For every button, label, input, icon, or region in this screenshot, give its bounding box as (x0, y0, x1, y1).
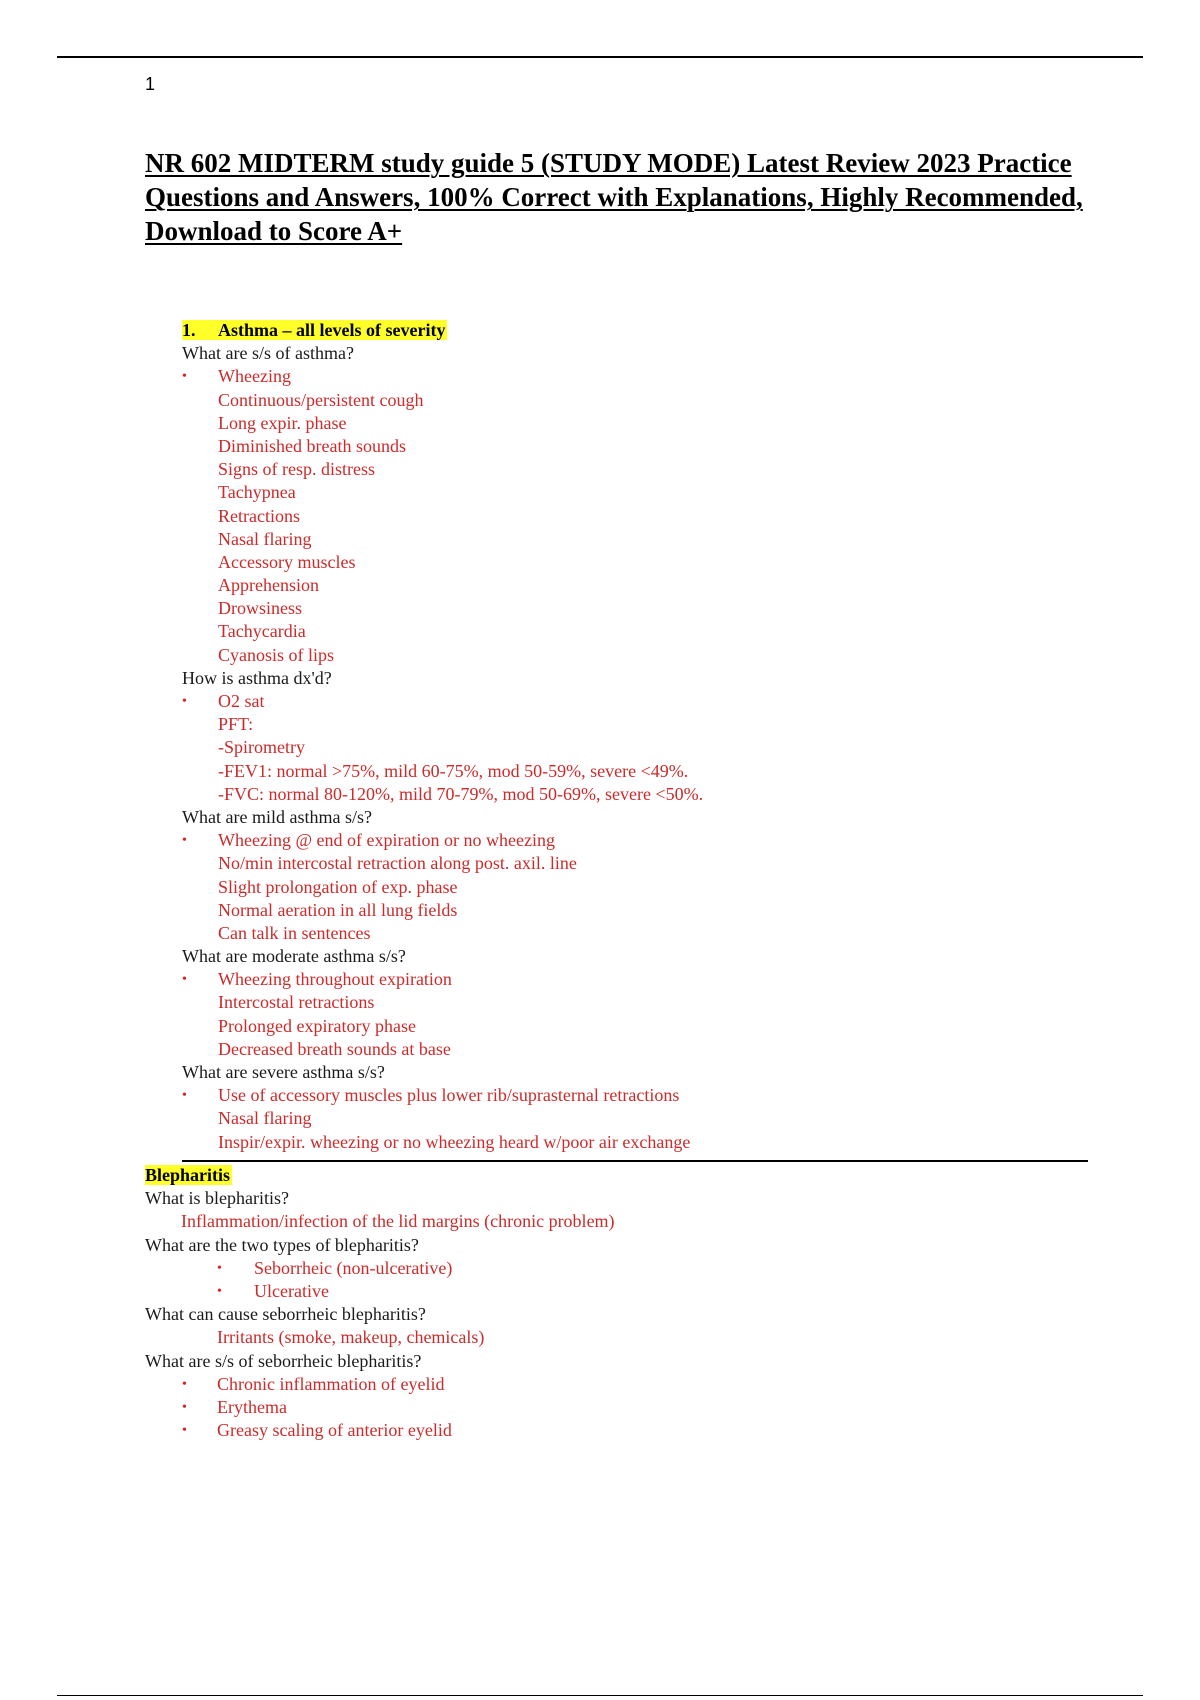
answer-item: Accessory muscles (218, 551, 356, 572)
answer-item: Irritants (smoke, makeup, chemicals) (217, 1327, 485, 1348)
bullet-icon: • (182, 1376, 187, 1392)
section-divider (182, 1160, 1088, 1162)
question: What is blepharitis? (145, 1188, 289, 1209)
answer-item: • O2 sat (182, 690, 1102, 713)
answer-item: • Use of accessory muscles plus lower rib/suprasternal retractions (182, 1084, 1102, 1107)
bullet-icon: • (182, 833, 187, 849)
answer-item: Can talk in sentences (218, 922, 371, 943)
answer-item: Prolonged expiratory phase (218, 1015, 416, 1036)
question: What are s/s of asthma? (182, 343, 354, 364)
answer-item: • Wheezing (182, 365, 1102, 388)
answer-item: No/min intercostal retraction along post. axil. line (218, 853, 577, 874)
answer-item: Retractions (218, 505, 300, 526)
asthma-section (182, 319, 1102, 1154)
answer-item: Signs of resp. distress (218, 459, 375, 480)
bullet-icon: • (217, 1260, 222, 1276)
answer-item: • Seborrheic (non-ulcerative) (145, 1257, 1105, 1280)
answer-item: • Erythema (145, 1396, 1105, 1419)
blepharitis-heading: Blepharitis (145, 1165, 231, 1185)
answer-item: Intercostal retractions (218, 992, 375, 1013)
top-rule (57, 56, 1143, 58)
answer-item: Diminished breath sounds (218, 435, 406, 456)
bullet-icon: • (182, 1423, 187, 1439)
answer-item: Tachycardia (218, 621, 306, 642)
answer-item: Tachypnea (218, 482, 296, 503)
answer-item: -FVC: normal 80-120%, mild 70-79%, mod 50-69%, severe <50%. (218, 783, 704, 804)
answer-item: Continuous/persistent cough (218, 389, 424, 410)
answer-item: PFT: (218, 714, 254, 735)
answer-item: Cyanosis of lips (218, 644, 335, 665)
answer-item: -FEV1: normal >75%, mild 60-75%, mod 50-59%, severe <49%. (218, 760, 689, 781)
question: What are the two types of blepharitis? (145, 1234, 419, 1255)
question: What are severe asthma s/s? (182, 1062, 385, 1082)
question: How is asthma dx'd? (182, 667, 332, 688)
bullet-icon: • (182, 694, 187, 709)
bullet-icon: • (182, 972, 187, 988)
question: What are s/s of seborrheic blepharitis? (145, 1350, 422, 1371)
answer-item: Apprehension (218, 575, 319, 596)
answer-item: Long expir. phase (218, 412, 347, 433)
answer-item: • Ulcerative (145, 1280, 1105, 1303)
answer-item: Normal aeration in all lung fields (218, 899, 458, 920)
answer-item: • Greasy scaling of anterior eyelid (145, 1419, 1105, 1442)
asthma-heading: 1. Asthma – all levels of severity (182, 320, 446, 340)
blepharitis-section (145, 1164, 1105, 1442)
answer-item: Inspir/expir. wheezing or no wheezing heard w/poor air exchange (218, 1131, 691, 1152)
bottom-rule (57, 1695, 1143, 1696)
answer-item: Slight prolongation of exp. phase (218, 876, 458, 897)
answer-item: Drowsiness (218, 598, 302, 619)
question: What are mild asthma s/s? (182, 806, 372, 827)
page-number: 1 (145, 74, 156, 94)
answer-item: • Chronic inflammation of eyelid (145, 1373, 1105, 1396)
answer-item: • Wheezing @ end of expiration or no wheezing (182, 829, 1102, 852)
answer-item: • Wheezing throughout expiration (182, 968, 1102, 991)
answer-item: Inflammation/infection of the lid margins (chronic problem) (181, 1211, 615, 1232)
bullet-icon: • (217, 1283, 222, 1299)
bullet-icon: • (182, 1088, 187, 1104)
question: What can cause seborrheic blepharitis? (145, 1304, 426, 1325)
bullet-icon: • (182, 1399, 187, 1415)
question: What are moderate asthma s/s? (182, 946, 406, 967)
bullet-icon: • (182, 369, 187, 385)
answer-item: Decreased breath sounds at base (218, 1038, 451, 1059)
document-title: NR 602 MIDTERM study guide 5 (STUDY MODE) Latest Review 2023 Practice Questions and Answers, 100% Correct with Explanations, Highly Recommended, Download to Score A+ (145, 148, 1083, 246)
answer-item: -Spirometry (218, 737, 305, 758)
answer-item: Nasal flaring (218, 528, 312, 549)
answer-item: Nasal flaring (218, 1108, 312, 1129)
